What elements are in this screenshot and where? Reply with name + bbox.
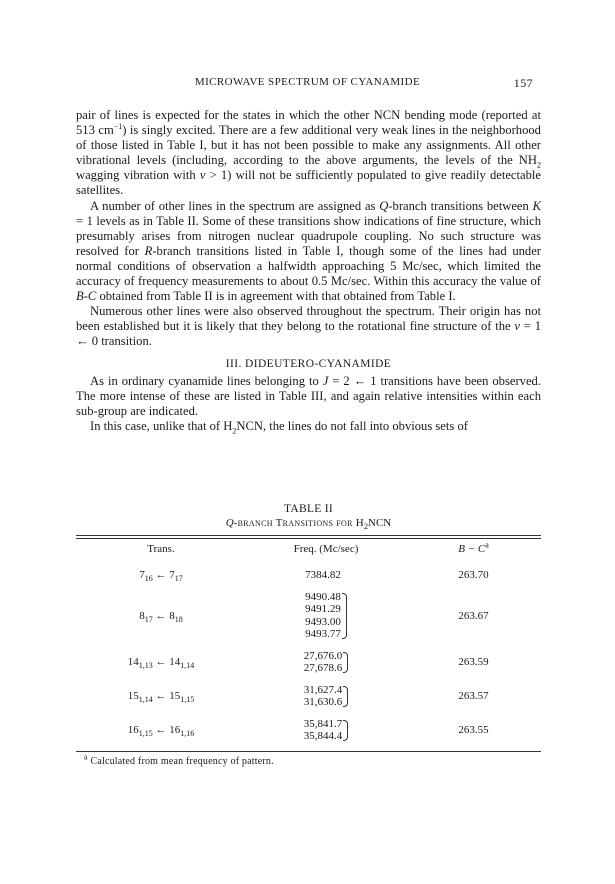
transition-arrow: ← (152, 724, 170, 736)
text-run: = 1 levels as in Table II. Some of these transitions show indications of fine structure, which presumably arises from nitrogen nuclear quadrupole coupling. No such structure was resolved for (76, 213, 541, 258)
frequency-value: 7384.82 (305, 569, 341, 581)
caption-text: -branch Transitions for H (233, 517, 365, 529)
superscript: −1 (113, 121, 123, 131)
subscript: 1,15 (180, 695, 195, 705)
paragraph-4 (76, 374, 541, 419)
subscript: 1,13 (138, 661, 153, 671)
cell-transition (76, 560, 246, 582)
frequency-value: 27,676.0 (303, 649, 343, 662)
cell-frequency (246, 560, 406, 582)
level-lower: 7 (169, 569, 175, 582)
table-row (76, 582, 541, 641)
frequency-value: 9493.00 (305, 615, 341, 628)
brace-bracket (343, 720, 348, 741)
cell-frequency (246, 641, 406, 675)
table-row (76, 675, 541, 709)
text-run: > 1) will not be sufficiently populated to give readily detectable satellites. (76, 168, 541, 198)
frequency-list (304, 718, 349, 743)
brace-bracket (342, 593, 347, 639)
text-run: Numerous other lines were also observed throughout the spectrum. Their origin has not been established but it is likely that they belong to the rotational fine structure of the (76, 304, 541, 334)
text-run: NCN, the lines do not fall into obvious sets of (236, 418, 468, 433)
level-upper: 7 (139, 569, 145, 582)
footnote-text: Calculated from mean frequency of pattern. (87, 755, 274, 767)
level-lower: 14 (169, 656, 181, 668)
level-upper: 16 (127, 724, 139, 736)
table-row (76, 560, 541, 582)
subscript: 16 (144, 574, 153, 584)
running-head: MICROWAVE SPECTRUM OF CYANAMIDE (194, 76, 421, 88)
transition-arrow: ← (152, 569, 170, 582)
text-run: As in ordinary cyanamide lines belonging to (90, 373, 323, 388)
cell-b-minus-c: 263.67 (458, 609, 489, 622)
table-caption (76, 517, 541, 532)
italic-symbol: R (144, 243, 153, 258)
level-lower: 15 (169, 690, 181, 702)
level-lower: 8 (169, 609, 175, 622)
frequency-value: 9493.77 (305, 628, 341, 640)
text-run: obtained from Table II is in agreement with that obtained from Table I. (96, 289, 456, 304)
frequency-value: 27,678.6 (303, 662, 343, 674)
text-run: -branch transitions listed in Table I, though some of the lines had under normal conditions of observation a halfwidth approaching 5 Mc/sec, which limited the accuracy of frequency measurements to about 0.5 Mc/sec. Within this accuracy the value of (76, 243, 542, 289)
cell-transition (76, 675, 246, 709)
subscript: 18 (174, 614, 183, 624)
col-header-trans: Trans. (147, 543, 175, 555)
text-run: pair of lines is expected for the states in which the other NCN bending mode (reported at 513 cm (76, 108, 541, 138)
header-row (76, 539, 541, 560)
cell-transition (76, 582, 246, 641)
frequency-value: 35,844.4 (303, 730, 343, 742)
transition-arrow: ← (152, 656, 170, 668)
text-run: A number of other lines in the spectrum are assigned as (90, 198, 380, 213)
cell-b-minus-c: 263.57 (458, 690, 489, 702)
text-run: = 2 ← 1 transitions have been observed. The more intense of these are listed in Table III, and again relative intensities within each sub-group are indicated. (76, 373, 541, 418)
body-text (76, 108, 541, 434)
table-row (76, 641, 541, 675)
table-body (76, 560, 541, 743)
text-run: In this case, unlike that of H (90, 418, 233, 433)
subscript: 2 (232, 426, 237, 436)
frequency-list (305, 569, 347, 582)
footnote-marker: a (485, 540, 489, 550)
subscript: 2 (537, 160, 541, 170)
transition-arrow: ← (152, 609, 170, 622)
italic-symbol: v (199, 168, 206, 183)
frequency-list (304, 650, 349, 675)
cell-frequency (246, 709, 406, 743)
data-table (76, 539, 541, 743)
frequency-list (304, 684, 349, 709)
frequency-value: 31,627.4 (303, 683, 343, 696)
subscript: 1,14 (180, 661, 195, 671)
table-ii (76, 503, 541, 767)
cell-transition (76, 709, 246, 743)
table-bottom-rule (76, 751, 541, 752)
italic-symbol: K (532, 198, 541, 213)
caption-text: NCN (368, 517, 392, 529)
frequency-value: 35,841.7 (303, 717, 343, 730)
paragraph-1 (76, 108, 541, 199)
col-header-bc (406, 539, 541, 560)
level-upper: 15 (127, 690, 139, 702)
subscript: 17 (144, 614, 153, 624)
subscript: 17 (174, 574, 183, 584)
brace-bracket (343, 686, 348, 707)
text-run: wagging vibration with (76, 168, 200, 183)
table-row (76, 709, 541, 743)
cell-b-minus-c: 263.55 (458, 724, 489, 736)
brace-bracket (343, 652, 348, 673)
cell-frequency (246, 675, 406, 709)
cell-b-minus-c: 263.70 (458, 569, 489, 582)
subscript: 1,16 (180, 729, 195, 739)
section-heading: III. DIDEUTERO-CYANAMIDE (225, 357, 392, 370)
level-lower: 16 (169, 724, 181, 736)
table-footnote (76, 752, 541, 767)
italic-symbol: B-C (76, 289, 97, 304)
page-number: 157 (513, 76, 533, 90)
level-upper: 14 (127, 656, 139, 668)
text-run: -branch transitions between (388, 198, 533, 213)
caption-symbol: Q (225, 517, 234, 529)
italic-symbol: J (322, 373, 329, 388)
text-run: ) is singly excited. There are a few additional very weak lines in the neighborhood of those listed in Table I, but it has not been possible to make any assignments. All other vibrational levels (including, according to the above arguments, the levels of the NH (76, 123, 541, 168)
italic-symbol: Q (379, 198, 389, 213)
header-text: B − C (458, 543, 486, 555)
table-title: TABLE II (283, 503, 334, 515)
level-upper: 8 (139, 609, 145, 622)
text-run: = 1 ← 0 transition. (76, 319, 542, 349)
subscript: 1,14 (138, 695, 153, 705)
subscript: 2 (364, 522, 369, 532)
italic-symbol: v (514, 319, 521, 334)
footnote-marker: a (84, 752, 88, 762)
page-header (0, 76, 615, 92)
transition-arrow: ← (152, 690, 170, 702)
frequency-value: 9491.29 (305, 603, 341, 615)
cell-frequency (246, 582, 406, 641)
frequency-value: 9490.48 (305, 590, 341, 603)
cell-transition (76, 641, 246, 675)
cell-b-minus-c: 263.59 (458, 656, 489, 668)
col-header-freq: Freq. (Mc/sec) (293, 543, 359, 555)
paragraph-2 (76, 199, 541, 305)
frequency-value: 31,630.6 (303, 696, 343, 708)
frequency-list (305, 591, 347, 641)
paragraph-3 (76, 304, 541, 349)
paragraph-5 (76, 419, 541, 434)
subscript: 1,15 (138, 729, 153, 739)
